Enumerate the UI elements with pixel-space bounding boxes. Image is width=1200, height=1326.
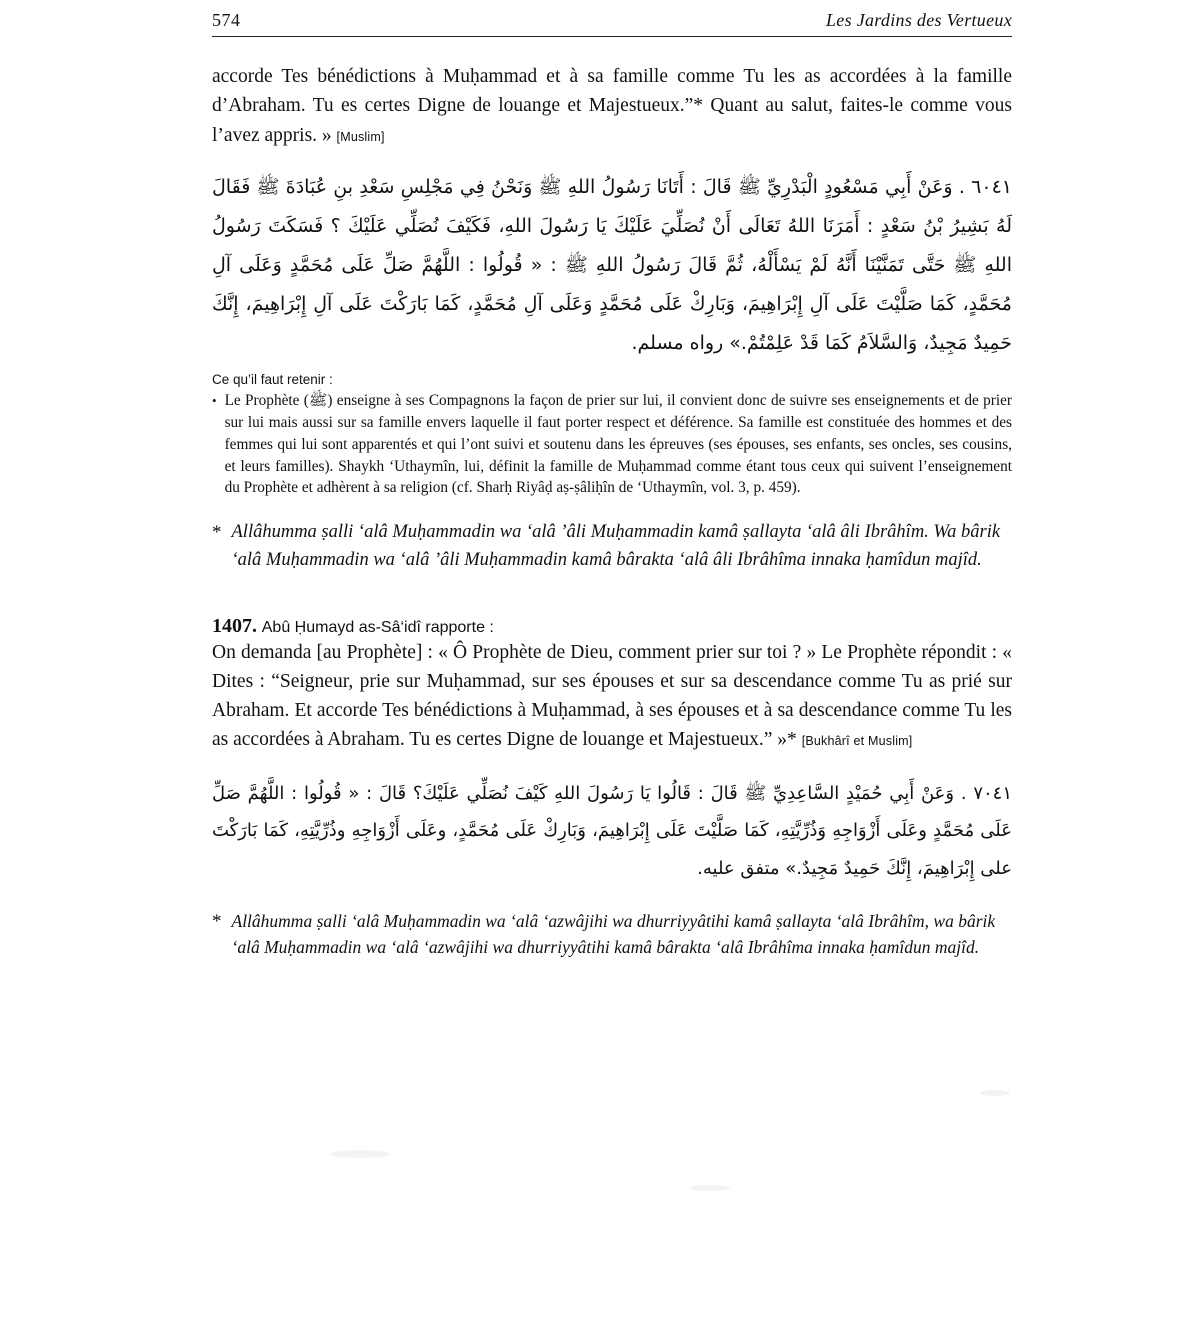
transliteration-1406 [212,519,1012,575]
running-title: Les Jardins des Vertueux [825,10,1012,30]
continued-paragraph-text: accorde Tes bénédictions à Muḥammad et à sa famille comme Tu les as accordées à la famille d’Abraham. Tu es certes Digne de louange et Majestueux.”* Quant au salut, faites-le comme vous l’avez appris. » [212,66,1012,146]
footnote-marker: * [212,522,222,544]
note-block [212,390,1012,499]
bullet-icon: • [212,393,217,409]
hadith-1407-narrator: Abû Ḥumayd as-Sâ‘idî rapporte : [261,618,494,636]
scan-artifact [330,1150,390,1158]
hadith-1407-number: 1407. [212,614,257,637]
transliteration-1407-text: Allâhumma ṣalli ‘alâ Muḥammadin wa ‘alâ ‘azwâjihi wa dhurriyyâtihi kamâ ṣallayta ‘alâ Ibrâhîm, wa bârik ‘alâ Muḥammadin wa ‘alâ ‘azwâjihi wa dhurriyyâtihi kamâ bârakta ‘alâ Ibrâhîma innaka ḥamîdun majîd. [231,910,996,958]
continued-paragraph [212,62,1012,150]
header-divider [212,36,1012,37]
hadith-1407-heading [212,615,1012,638]
transliteration-1407 [212,908,1012,961]
note-title: Ce qu’il faut retenir : [212,372,333,388]
page-header [212,10,1012,31]
transliteration-1406-text: Allâhumma ṣalli ‘alâ Muḥammadin wa ‘alâ ’âli Muḥammadin kamâ ṣallayta ‘alâ âli Ibrâhîm. Wa bârik ‘alâ Muḥammadin wa ‘alâ ’âli Muḥammadin kamâ bârakta ‘alâ âli Ibrâhîma innaka ḥamîdun majîd. [231,522,1001,570]
footnote-marker-2: * [212,910,222,932]
scan-artifact [690,1185,730,1191]
page-number: 574 [212,10,241,30]
arabic-text-1407: ١٤٠٧ . وَعَنْ أَبِي حُمَيْدٍ السَّاعِدِيِّ ﷺ قَالَ : قَالُوا يَا رَسُولَ اللهِ كَيْفَ نُصَلِّي عَلَيْكَ؟ قَالَ : « قُولُوا : اللَّهُمَّ صَلِّ عَلَى مُحَمَّدٍ وعَلَى أَزْوَاجِهِ وَذُرِّيَّتِهِ، كَمَا صَلَّيْتَ عَلَى إِبْرَاهِيمَ، وَبَارِكْ عَلَى مُحَمَّدٍ، وعَلَى أَزْوَاجِهِ وذُرِّيَّتِهِ، كَمَا بَارَكْتَ على إِبْرَاهِيمَ، إِنَّكَ حَمِيدٌ مَجِيدٌ.» متفق عليه. [212,782,1012,880]
page-content [212,62,1012,960]
note-text: Le Prophète (ﷺ) enseigne à ses Compagnons la façon de prier sur lui, il convient donc de suivre ses enseignements et de prier sur lui mais aussi sur sa famille envers laquelle il faut porter respect et déférence. Sa famille est constituée des hommes et des femmes qui lui sont apparentés et qui l’ont suivi et soutenu dans les épreuves (ses épouses, ses enfants, ses oncles, ses cousins, et leurs familles). Shaykh ‘Uthaymîn, lui, définit la famille de Muḥammad comme étant tous ceux qui suivent l’enseignement du Prophète et adhèrent à sa religion (cf. Sharḥ Riyâḍ aṣ-ṣâliḥîn de ‘Uthaymîn, vol. 3, p. 459). [224,392,1012,497]
hadith-1407-text: On demanda [au Prophète] : « Ô Prophète de Dieu, comment prier sur toi ? » Le Prophète répondit : « Dites : “Seigneur, prie sur Muḥammad, sur ses épouses et sur sa descendance comme Tu as prié sur Abraham. Et accorde Tes bénédictions à Muḥammad, à ses épouses et à sa descendance comme Tu les as accordées à Abraham. Tu es certes Digne de louange et Majestueux.” »* [212,641,1012,751]
hadith-1407-source: [Bukhârî et Muslim] [801,734,913,749]
scan-artifact [980,1090,1010,1096]
hadith-1407-paragraph [212,638,1012,755]
arabic-text-1406: ١٤٠٦ . وَعَنْ أَبِي مَسْعُودٍ الْبَدْرِيِّ ﷺ قَالَ : أَتَانَا رَسُولُ اللهِ ﷺ وَنَحْنُ فِي مَجْلِسِ سَعْدِ بنِ عُبَادَةَ ﷺ فَقَالَ لَهُ بَشِيرُ بْنُ سَعْدٍ : أَمَرَنَا اللهُ تَعَالَى أَنْ نُصَلِّيَ عَلَيْكَ يَا رَسُولَ اللهِ، فَكَيْفَ نُصَلِّي عَلَيْكَ ؟ فَسَكَتَ رَسُولُ اللهِ ﷺ حَتَّى تَمَنَّيْنَا أَنَّهُ لَمْ يَسْأَلْهُ، ثُمَّ قَالَ رَسُولُ اللهِ ﷺ : « قُولُوا : اللَّهُمَّ صَلِّ عَلَى مُحَمَّدٍ وَعَلَى آلِ مُحَمَّدٍ، كَمَا صَلَّيْتَ عَلَى آلِ إِبْرَاهِيمَ، وَبَارِكْ عَلَى مُحَمَّدٍ وَعَلَى آلِ مُحَمَّدٍ، كَمَا بَارَكْتَ عَلَى آلِ إِبْرَاهِيمَ، إِنَّكَ حَمِيدٌ مَجِيدٌ، وَالسَّلاَمُ كَمَا قَدْ عَلِمْتُمْ.» رواه مسلم. [212,175,1012,354]
continued-paragraph-source: [Muslim] [336,129,385,144]
